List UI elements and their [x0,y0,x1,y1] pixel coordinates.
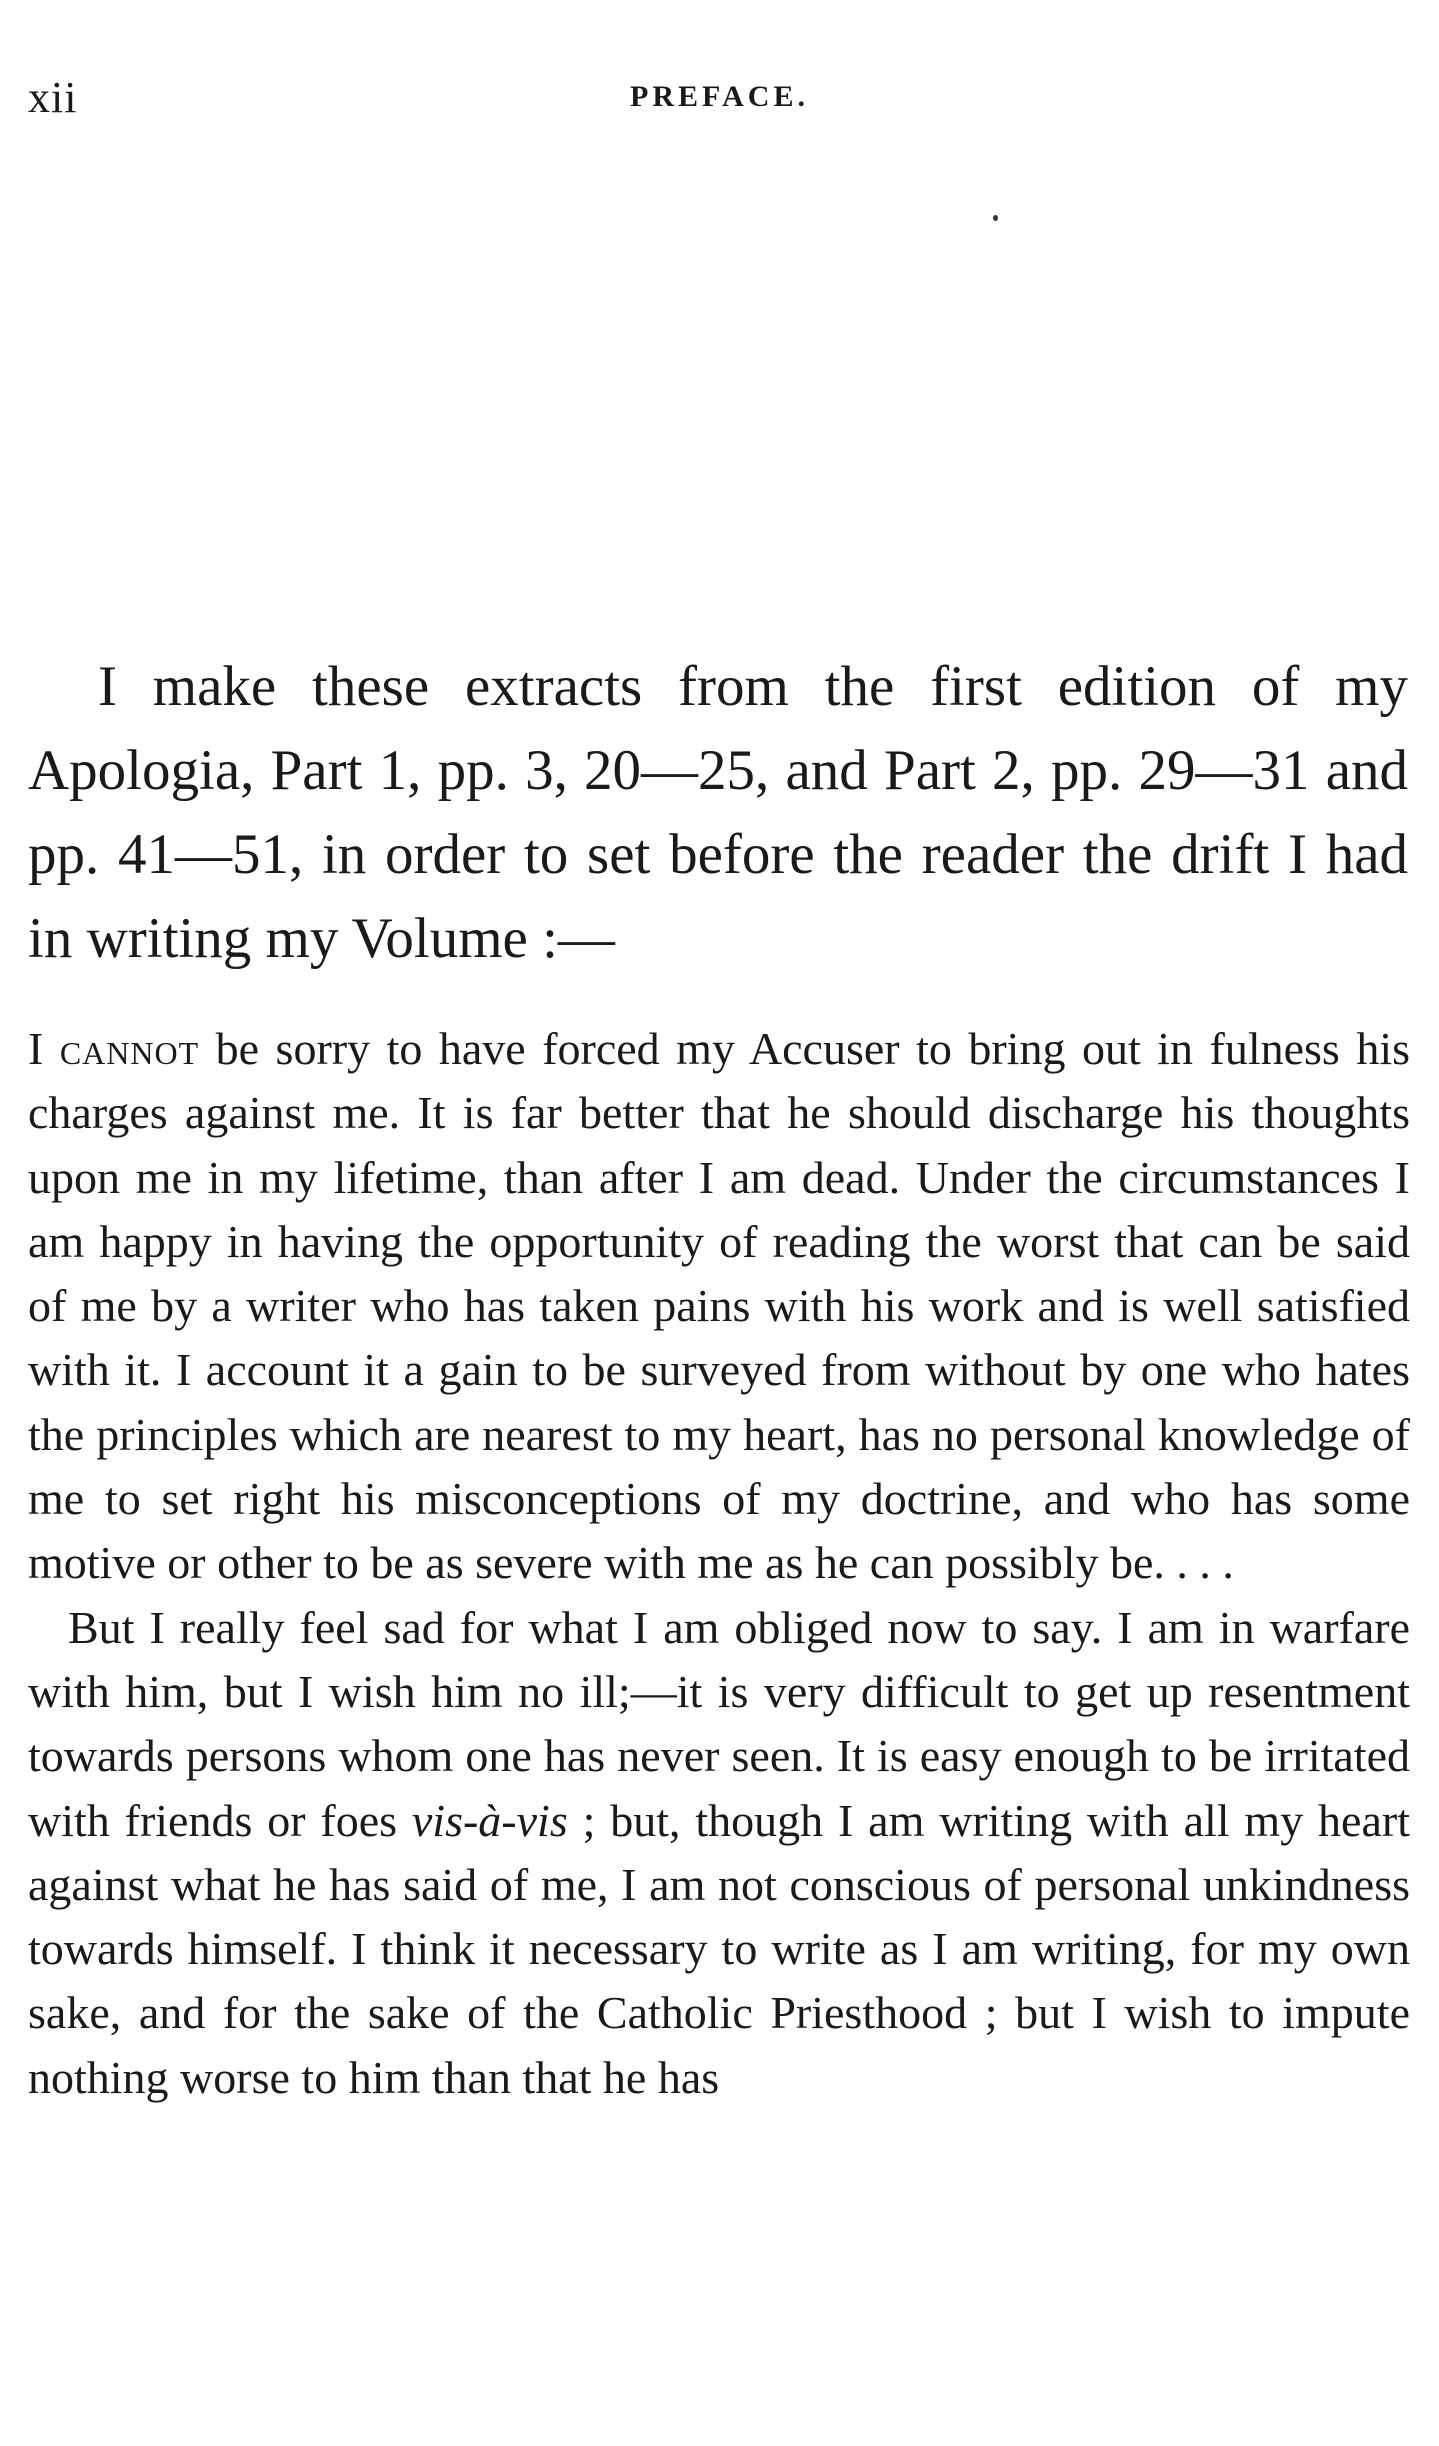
intro-paragraph: I make these extracts from the first edition of my Apologia, Part 1, pp. 3, 20—25, and Part 2, pp. 29—31 and pp. 41—51, in order to set before the reader the drift I had in writing my Volume :— [28,655,1408,970]
extract-small-caps: cannot [59,1023,200,1074]
running-head [28,72,1411,132]
extract-lead-letter: I [28,1023,44,1074]
extract-paragraph-2-text-a: But I really feel sad for what I am obliged now to say. I am in warfare with him, but I wish him no ill;—it is very difficult to get up resentment towards persons whom one has never seen. It is easy enough to be irritated with friends or foes [28,1601,1410,1846]
running-title: PREFACE. [630,80,809,113]
extract-paragraph-1-text: be sorry to have forced my Accuser to bring out in fulness his charges against me. It is far better that he should discharge his thoughts upon me in my lifetime, than after I am dead. Under the circumstances I am happy in having the opportunity of reading the worst that can be said of me by a writer who has taken pains with his work and is well satisfied with it. I account it a gain to be surveyed from without by one who hates the principles which are nearest to my heart, has no personal knowledge of me to set right his misconceptions of my doctrine, and who has some motive or other to be as severe with me as he can possibly be. . . . [28,1023,1410,1589]
extract-block [28,1017,1410,2110]
page-number: xii [28,73,78,122]
extract-paragraph-2-text-b: ; but, though I am writing with all my heart against what he has said of me, I am not conscious of personal unkindness towards himself. I think it necessary to write as I am writing, for my own sake, and for the sake of the Catholic Priesthood ; but I wish to impute nothing worse to him than that he has [28,1794,1410,2103]
print-speck [993,215,998,221]
extract-italic-phrase: vis-à-vis [411,1794,568,1846]
intro-block [28,645,1408,981]
extract-paragraph-2 [28,1596,1410,2110]
extract-paragraph-1 [28,1017,1410,1596]
